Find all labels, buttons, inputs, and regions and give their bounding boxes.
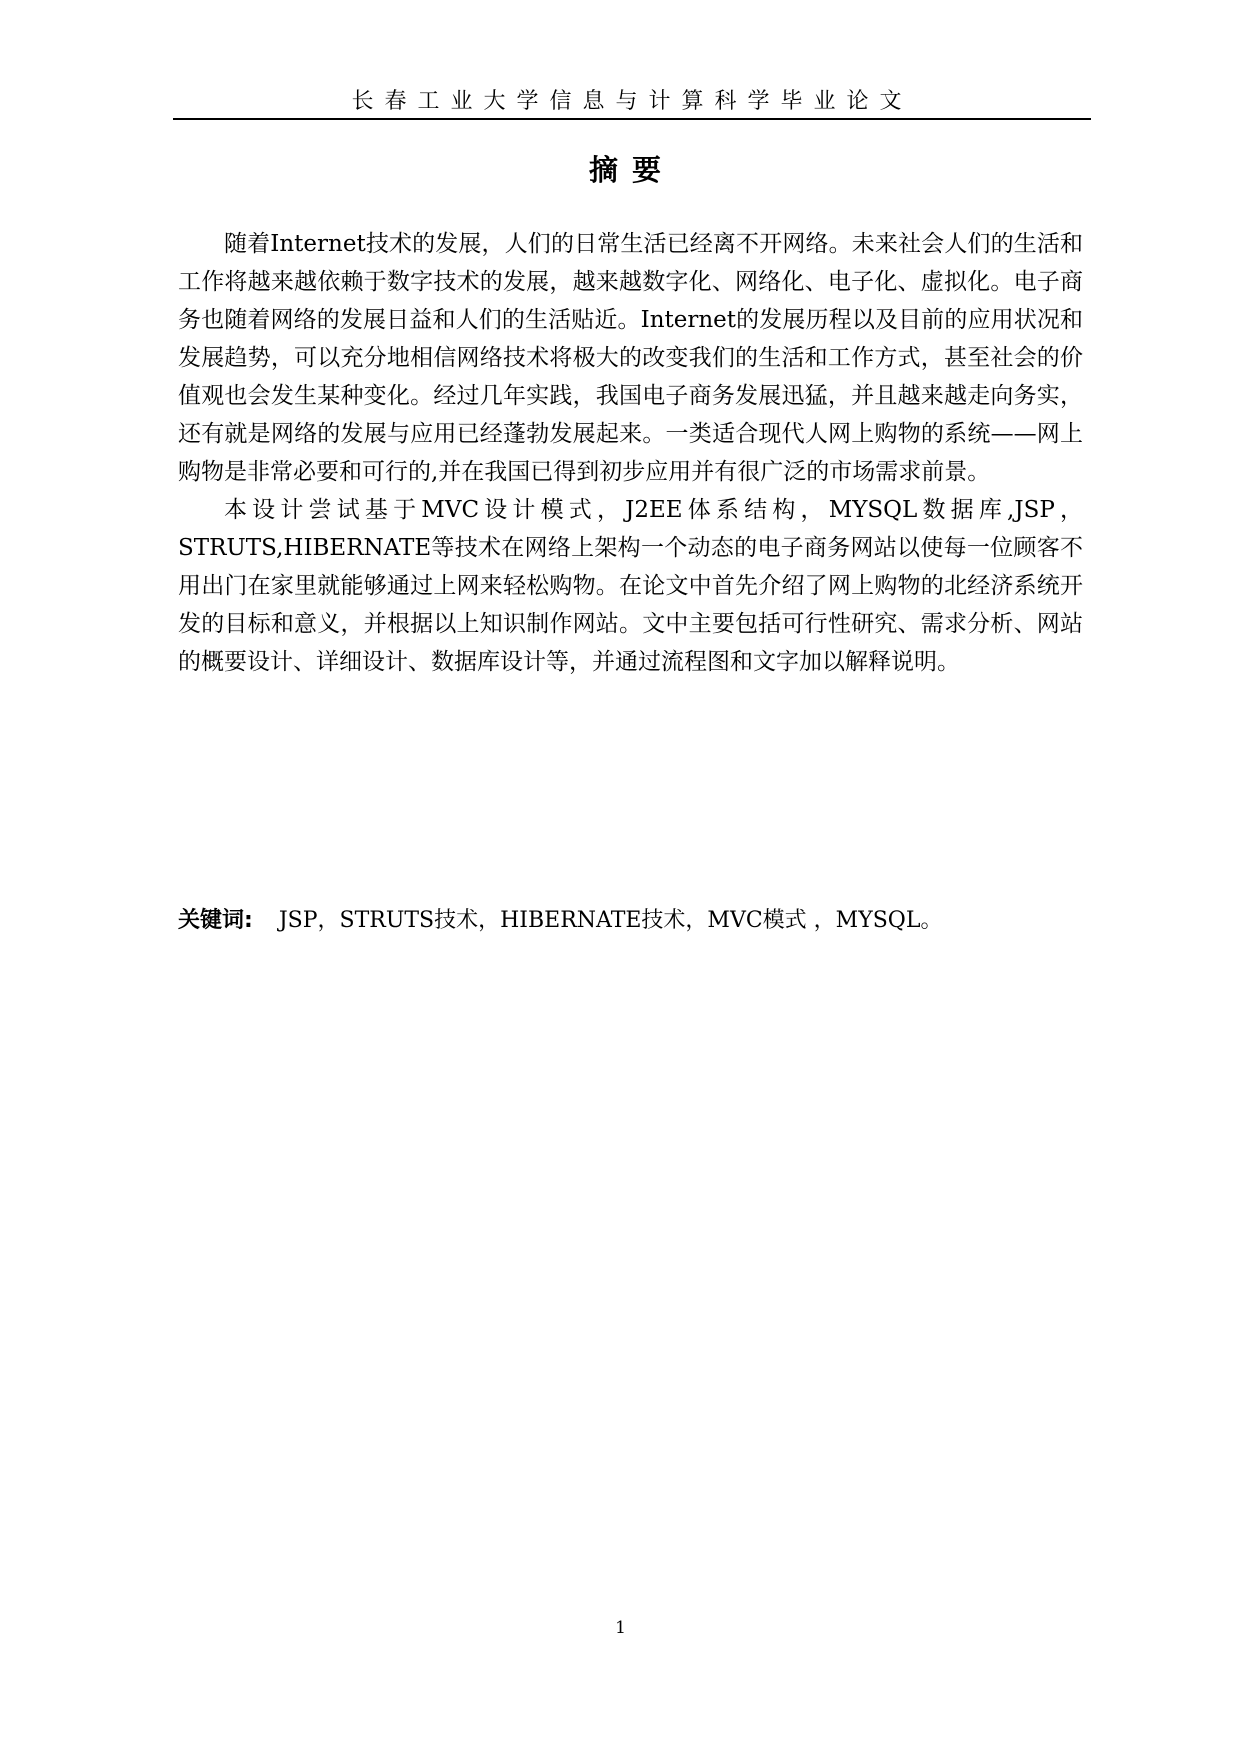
running-header: 长春工业大学信息与计算科学毕业论文: [351, 89, 913, 114]
abstract-body: [178, 225, 1083, 681]
keywords-text: JSP，STRUTS技术，HIBERNATE技术，MVC模式 ，MYSQL。: [278, 908, 943, 933]
abstract-title: 摘要: [588, 153, 675, 187]
abstract-paragraph-1: 随着Internet技术的发展，人们的日常生活已经离不开网络。未来社会人们的生活和工作将越来越依赖于数字技术的发展，越来越数字化、网络化、电子化、虚拟化。电子商务也随着网络的发展日益和人们的生活贴近。Internet的发展历程以及目前的应用状况和发展趋势，可以充分地相信网络技术将极大的改变我们的生活和工作方式，甚至社会的价值观也会发生某种变化。经过几年实践，我国电子商务发展迅猛，并且越来越走向务实，还有就是网络的发展与应用已经蓬勃发展起来。一类适合现代人网上购物的系统——网上购物是非常必要和可行的,并在我国已得到初步应用并有很广泛的市场需求前景。: [178, 231, 1083, 485]
abstract-paragraph-2: 本设计尝试基于MVC设计模式，J2EE体系结构，MYSQL数据库,JSP，STRUTS,HIBERNATE等技术在网络上架构一个动态的电子商务网站以使每一位顾客不用出门在家里就能够通过上网来轻松购物。在论文中首先介绍了网上购物的北经济系统开发的目标和意义，并根据以上知识制作网站。文中主要包括可行性研究、需求分析、网站的概要设计、详细设计、数据库设计等，并通过流程图和文字加以解释说明。: [178, 497, 1083, 675]
header-rule: [173, 118, 1091, 120]
page-number: 1: [615, 1618, 626, 1638]
keywords-line: [178, 905, 1083, 937]
keywords-label: 关键词:: [178, 908, 253, 933]
